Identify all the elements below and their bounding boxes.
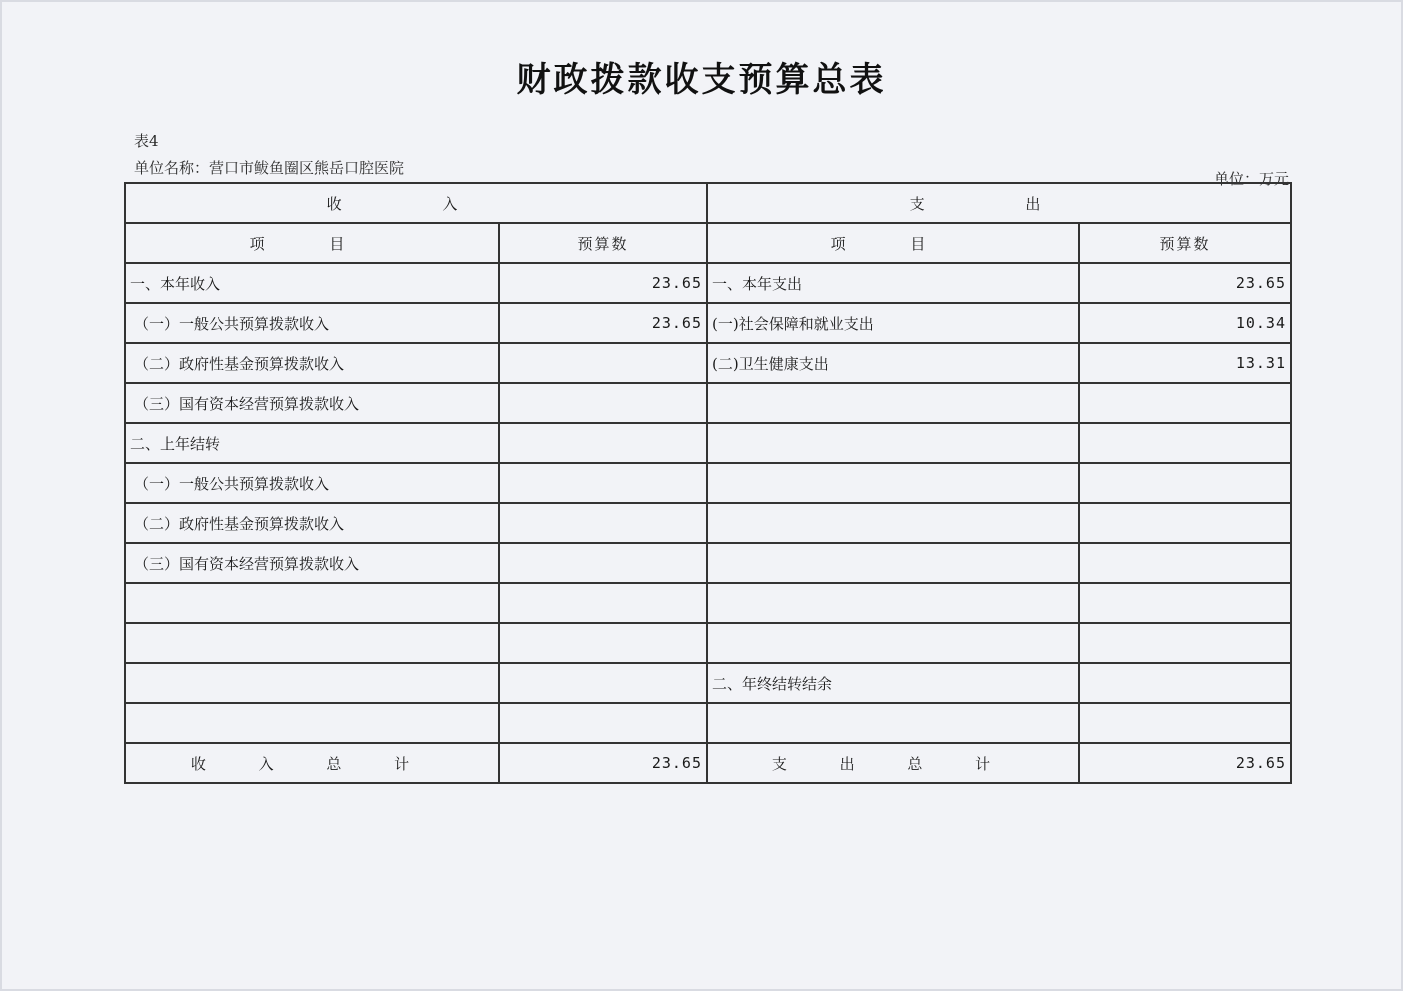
income-section-header: 收 入	[125, 183, 707, 223]
budget-table	[124, 182, 1292, 784]
income-value-cell	[499, 663, 707, 703]
income-item-cell	[125, 583, 499, 623]
expense-section-header: 支 出	[707, 183, 1291, 223]
income-item-cell: （二）政府性基金预算拨款收入	[125, 503, 499, 543]
expense-value-cell	[1079, 703, 1291, 743]
income-item-cell: （二）政府性基金预算拨款收入	[125, 343, 499, 383]
income-value-cell	[499, 463, 707, 503]
income-value-cell	[499, 343, 707, 383]
expense-item-cell: (一)社会保障和就业支出	[707, 303, 1079, 343]
table-row	[125, 263, 1291, 303]
expense-value-cell	[1079, 423, 1291, 463]
expense-item-cell	[707, 383, 1079, 423]
table-row	[125, 383, 1291, 423]
expense-item-cell	[707, 623, 1079, 663]
table-row	[125, 663, 1291, 703]
expense-value-cell: 23.65	[1079, 263, 1291, 303]
income-item-cell: （一）一般公共预算拨款收入	[125, 463, 499, 503]
expense-value-cell	[1079, 463, 1291, 503]
expense-value-cell	[1079, 503, 1291, 543]
page-title: 财政拨款收支预算总表	[516, 60, 887, 100]
expense-item-cell	[707, 543, 1079, 583]
table-row	[125, 583, 1291, 623]
income-value-cell: 23.65	[499, 303, 707, 343]
expense-value-cell	[1079, 543, 1291, 583]
table-row	[125, 423, 1291, 463]
income-total-value: 23.65	[499, 743, 707, 783]
income-item-cell: （三）国有资本经营预算拨款收入	[125, 543, 499, 583]
income-item-cell	[125, 663, 499, 703]
income-budget-header: 预算数	[499, 223, 707, 263]
income-value-cell: 23.65	[499, 263, 707, 303]
income-value-cell	[499, 583, 707, 623]
unit-name: 单位名称：营口市鲅鱼圈区熊岳口腔医院	[134, 159, 405, 177]
income-item-cell: （三）国有资本经营预算拨款收入	[125, 383, 499, 423]
expense-item-cell	[707, 503, 1079, 543]
table-row	[125, 543, 1291, 583]
expense-value-cell	[1079, 583, 1291, 623]
income-value-cell	[499, 703, 707, 743]
expense-item-cell: (二)卫生健康支出	[707, 343, 1079, 383]
income-value-cell	[499, 543, 707, 583]
expense-item-cell: 二、年终结转结余	[707, 663, 1079, 703]
table-row	[125, 623, 1291, 663]
income-item-cell: （一）一般公共预算拨款收入	[125, 303, 499, 343]
income-item-header: 项 目	[125, 223, 499, 263]
income-item-cell	[125, 623, 499, 663]
income-item-cell	[125, 703, 499, 743]
table-row	[125, 503, 1291, 543]
column-header-row	[125, 223, 1291, 263]
expense-budget-header: 预算数	[1079, 223, 1291, 263]
expense-item-cell	[707, 583, 1079, 623]
expense-item-cell: 一、本年支出	[707, 263, 1079, 303]
expense-value-cell	[1079, 383, 1291, 423]
income-value-cell	[499, 383, 707, 423]
expense-item-header: 项 目	[707, 223, 1079, 263]
expense-value-cell	[1079, 623, 1291, 663]
table-row	[125, 703, 1291, 743]
table-row	[125, 303, 1291, 343]
income-value-cell	[499, 623, 707, 663]
unit-label: 单位：万元	[1213, 170, 1289, 188]
income-value-cell	[499, 423, 707, 463]
expense-item-cell	[707, 703, 1079, 743]
income-total-label: 收 入 总 计	[125, 743, 499, 783]
expense-value-cell: 13.31	[1079, 343, 1291, 383]
table-row	[125, 463, 1291, 503]
income-item-cell: 一、本年收入	[125, 263, 499, 303]
expense-value-cell: 10.34	[1079, 303, 1291, 343]
expense-value-cell	[1079, 663, 1291, 703]
table-row	[125, 343, 1291, 383]
income-value-cell	[499, 503, 707, 543]
expense-item-cell	[707, 463, 1079, 503]
table-code: 表4	[134, 132, 159, 150]
expense-total-value: 23.65	[1079, 743, 1291, 783]
income-item-cell: 二、上年结转	[125, 423, 499, 463]
expense-item-cell	[707, 423, 1079, 463]
totals-row	[125, 743, 1291, 783]
section-header-row	[125, 183, 1291, 223]
expense-total-label: 支 出 总 计	[707, 743, 1079, 783]
